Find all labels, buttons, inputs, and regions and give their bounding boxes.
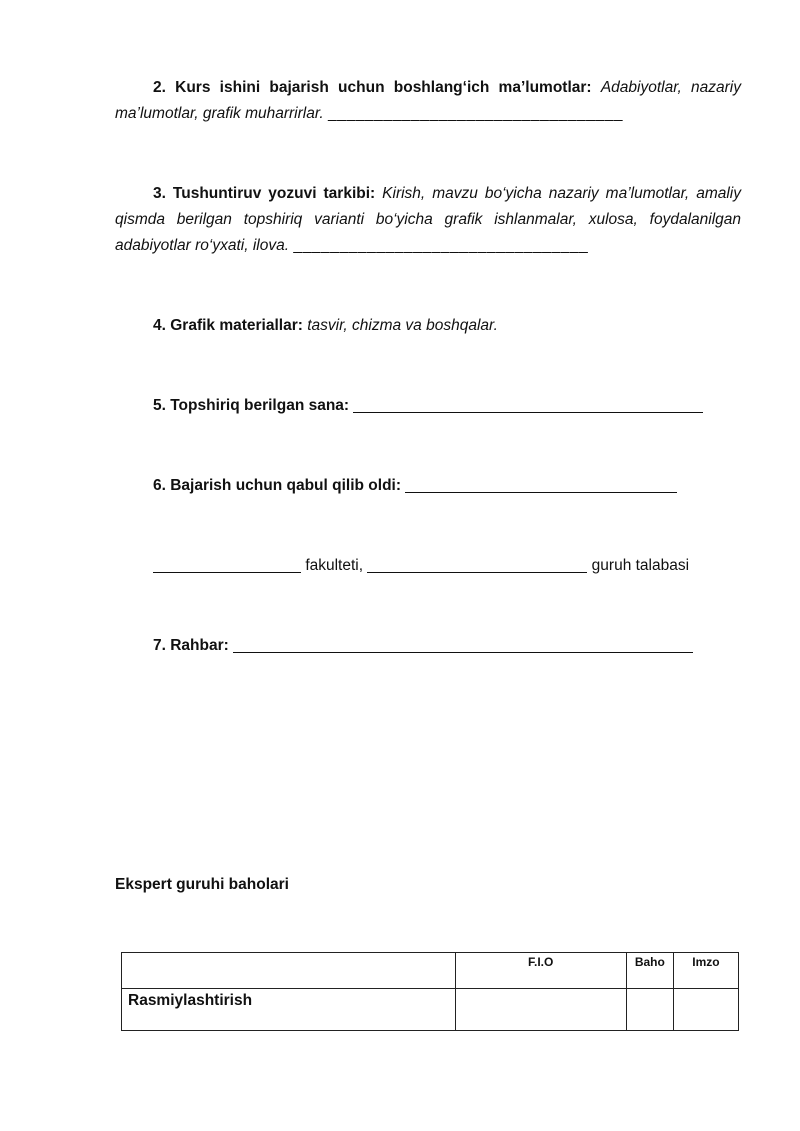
faculty-blank[interactable] xyxy=(153,554,301,573)
item-2-text: Adabiyotlar, nazariy ma’lumotlar, grafik muharrirlar. xyxy=(115,79,741,122)
item-5-label: 5. Topshiriq berilgan sana: xyxy=(153,397,350,414)
item-3-explanatory-note xyxy=(115,181,741,259)
row-cell-name[interactable] xyxy=(455,989,626,1031)
row-cell-signature[interactable] xyxy=(673,989,738,1031)
header-cell-grade: Baho xyxy=(626,953,673,989)
table-row xyxy=(122,989,739,1031)
faculty-text: fakulteti, xyxy=(305,557,364,574)
item-7-label: 7. Rahbar: xyxy=(153,637,229,654)
group-text: guruh talabasi xyxy=(591,557,690,574)
row-cell-grade[interactable] xyxy=(626,989,673,1031)
item-4-label: 4. Grafik materiallar: xyxy=(153,317,303,334)
item-2-initial-data xyxy=(115,75,741,127)
accepted-by-blank[interactable] xyxy=(405,474,677,493)
item-4-text: tasvir, chizma va boshqalar. xyxy=(307,317,498,334)
group-blank[interactable] xyxy=(367,554,587,573)
faculty-group-line xyxy=(153,553,689,579)
item-6-label: 6. Bajarish uchun qabul qilib oldi: xyxy=(153,477,402,494)
row-label-formatting: Rasmiylashtirish xyxy=(122,989,456,1031)
item-3-fill-line: ________________________________ xyxy=(293,237,589,254)
expert-heading: Ekspert guruhi baholari xyxy=(115,876,289,893)
item-2-fill-line: ________________________________ xyxy=(328,105,624,122)
table-header-row xyxy=(122,953,739,989)
supervisor-blank[interactable] xyxy=(233,634,693,653)
item-3-label: 3. Tushuntiruv yozuvi tarkibi: xyxy=(153,185,376,202)
header-cell-signature: Imzo xyxy=(673,953,738,989)
item-4-graphic-materials xyxy=(153,313,498,339)
expert-grades-table xyxy=(121,952,739,1031)
item-6-accepted-by xyxy=(153,473,677,499)
item-7-supervisor xyxy=(153,633,693,659)
item-5-assignment-date xyxy=(153,393,703,419)
header-cell-name: F.I.O xyxy=(455,953,626,989)
item-2-label: 2. Kurs ishini bajarish uchun boshlang‘ich ma’lumotlar: xyxy=(153,79,592,96)
item-3-text: Kirish, mavzu bo‘yicha nazariy ma’lumotlar, amaliy qismda berilgan topshiriq varianti bo‘yicha grafik ishlanmalar, xulosa, foydalanilgan adabiyotlar ro‘yxati, ilova. xyxy=(115,185,741,254)
assignment-date-blank[interactable] xyxy=(353,394,703,413)
header-cell-criterion xyxy=(122,953,456,989)
